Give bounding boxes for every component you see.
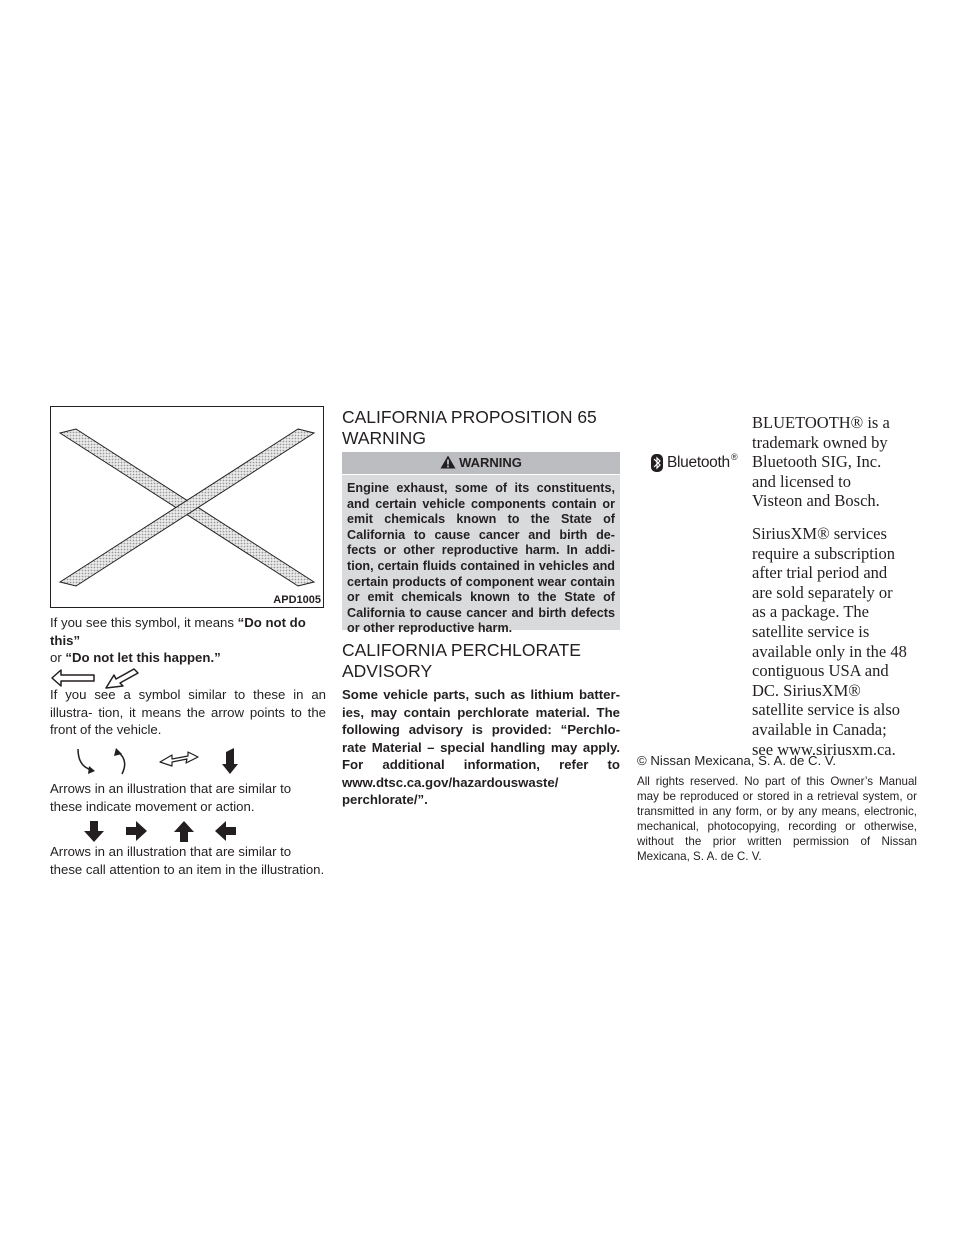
front-arrow-icon xyxy=(52,670,94,686)
x-mark-icon xyxy=(51,407,323,607)
siriusxm-line: available in Canada; xyxy=(752,719,887,739)
attention-arrow-icons xyxy=(84,820,264,844)
bent-arrow-down-icon xyxy=(222,748,238,774)
siriusxm-line: SiriusXM® services xyxy=(752,524,887,543)
bluetooth-trademark-text xyxy=(752,413,922,511)
bluetooth-logo-registered: ® xyxy=(731,452,738,462)
siriusxm-line: DC. SiriusXM® xyxy=(752,680,861,700)
curved-arrow-up-icon xyxy=(114,748,125,774)
warning-title: WARNING xyxy=(459,455,522,470)
movement-arrow-icons xyxy=(74,746,274,778)
copyright-text: © Nissan Mexicana, S. A. de C. V. xyxy=(637,753,837,768)
siriusxm-line: after trial period and xyxy=(752,563,888,583)
do-not-symbol-figure xyxy=(50,406,324,608)
siriusxm-line: contiguous USA and xyxy=(752,661,889,681)
perchlorate-heading-line1: CALIFORNIA PERCHLORATE xyxy=(342,640,581,660)
front-arrow-text: If you see a symbol similar to these in an illustra- tion, it means the arrow points to the front of the vehicle. xyxy=(50,687,326,737)
arrow-up-icon xyxy=(174,821,194,842)
perchlorate-heading-line2: ADVISORY xyxy=(342,661,433,681)
arrow-left-icon xyxy=(215,821,236,841)
warning-triangle-icon xyxy=(440,455,456,469)
figure-label: APD1005 xyxy=(273,594,321,606)
movement-arrow-text: Arrows in an illustration that are similar to these indicate movement or action. xyxy=(50,781,292,814)
warning-header xyxy=(342,452,620,474)
perchlorate-heading xyxy=(342,640,620,682)
bluetooth-line: trademark owned by xyxy=(752,432,888,452)
siriusxm-line: available only in the 48 xyxy=(752,641,907,661)
bluetooth-logo xyxy=(651,452,741,474)
siriusxm-line: satellite service is also xyxy=(752,700,900,720)
symbol-meaning-lead: If you see this symbol, it means xyxy=(50,615,238,630)
rights-reserved-text: All rights reserved. No part of this Owner’s Manual may be reproduced or stored in a retrieval system, or transmitted in any form, or by any means, electronic, mechanical, photocopying, recording or otherwise, without the prior written permission of Nissan Mexicana, S. A. de C. V. xyxy=(637,775,917,863)
double-arrow-icon xyxy=(160,752,198,766)
siriusxm-line: satellite service is xyxy=(752,621,870,641)
bluetooth-logo-text: Bluetooth xyxy=(667,454,730,471)
siriusxm-line: see www.siriusxm.ca. xyxy=(752,739,896,759)
bluetooth-line: Visteon and Bosch. xyxy=(752,491,880,511)
bluetooth-line: BLUETOOTH® is a xyxy=(752,413,890,432)
arrow-down-icon xyxy=(84,821,104,842)
do-not-let-happen-phrase: “Do not let this happen.” xyxy=(65,650,221,665)
siriusxm-line: are sold separately or xyxy=(752,582,893,602)
prop65-heading-line2: WARNING xyxy=(342,428,426,448)
attention-arrow-text: Arrows in an illustration that are similar to these call attention to an item in the illustration. xyxy=(50,844,325,877)
symbol-meaning-text xyxy=(50,614,326,667)
siriusxm-line: as a package. The xyxy=(752,602,869,622)
prop65-heading-line1: CALIFORNIA PROPOSITION 65 xyxy=(342,407,597,427)
bluetooth-line: Bluetooth SIG, Inc. xyxy=(752,452,882,472)
perchlorate-advisory-text: Some vehicle parts, such as lithium batter- ies, may contain perchlorate material. The following advisory is provided: “Perchlo- rate Material – special handling may apply. For additional information, refer to www.dtsc.ca.gov/hazardouswaste/ perchlorate/”. xyxy=(342,687,620,807)
arrow-right-icon xyxy=(126,821,147,841)
warning-body: Engine exhaust, some of its constituents, and certain vehicle components contain or emit chemicals known to the State of California to cause cancer and birth de- fects or other reproductive harm. In addi- tion, certain fluids contained in vehicles and certain products of component wear contain or emit chemicals known to the State of California to cause cancer and birth defects or other reproductive harm. xyxy=(342,475,620,630)
prop65-heading xyxy=(342,407,620,449)
siriusxm-text xyxy=(752,524,922,759)
siriusxm-line: require a subscription xyxy=(752,543,895,563)
bluetooth-icon xyxy=(651,454,663,472)
or-text: or xyxy=(50,650,66,665)
curved-arrow-down-icon xyxy=(78,749,95,774)
bluetooth-line: and licensed to xyxy=(752,471,851,491)
do-not-do-this-phrase: “Do not do this” xyxy=(50,615,306,648)
